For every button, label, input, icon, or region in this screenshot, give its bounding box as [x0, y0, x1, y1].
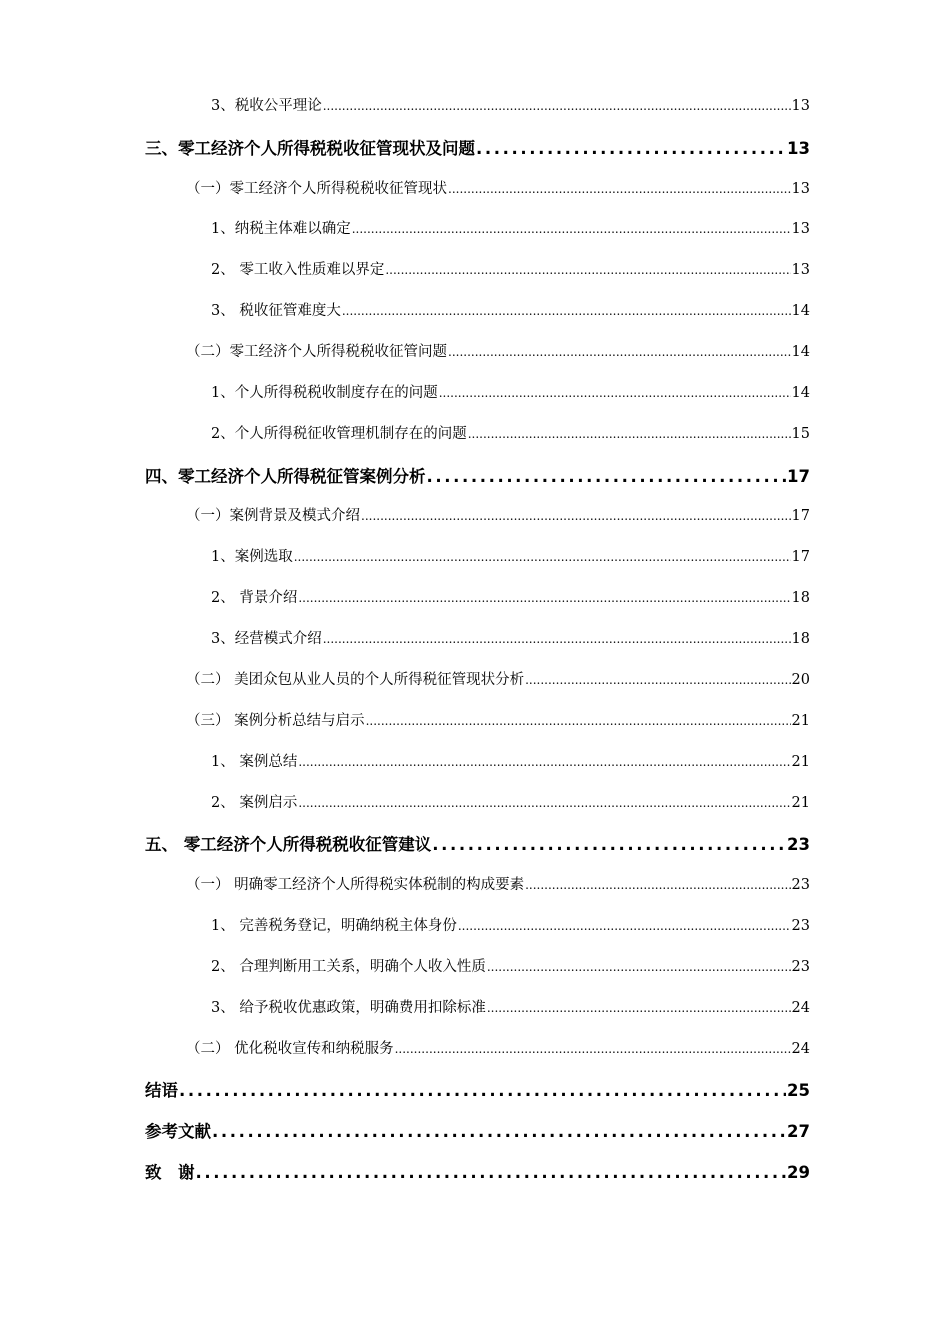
toc-entry-label: 1、纳税主体难以确定 [211, 221, 351, 237]
toc-entry[interactable] [211, 627, 810, 648]
toc-page-number: 29 [787, 1163, 810, 1182]
toc-page-number: 21 [791, 713, 810, 729]
toc-dot-leader [385, 263, 790, 277]
toc-entry-label: 1、 完善税务登记，明确纳税主体身份 [211, 918, 457, 934]
toc-page-number: 13 [791, 181, 810, 197]
toc-entry[interactable] [211, 381, 810, 402]
toc-entry-label: 参考文献 [145, 1122, 211, 1141]
toc-dot-leader [448, 345, 791, 359]
toc-page-number: 18 [791, 631, 810, 647]
toc-entry-label: 3、经营模式介绍 [211, 631, 322, 647]
toc-dot-leader [294, 550, 791, 564]
toc-entry[interactable] [211, 422, 810, 443]
toc-page-number: 15 [791, 426, 810, 442]
toc-entry[interactable] [145, 1118, 810, 1142]
toc-dot-leader [525, 878, 790, 892]
toc-dot-leader [298, 591, 790, 605]
toc-page-number: 27 [787, 1122, 810, 1141]
toc-page-number: 23 [791, 959, 810, 975]
toc-entry-label: 2、 背景介绍 [211, 590, 298, 606]
toc-entry[interactable] [211, 914, 810, 935]
toc-entry-label: 1、案例选取 [211, 549, 293, 565]
toc-entry-label: 致 谢 [145, 1163, 195, 1182]
toc-entry-label: （二） 优化税收宣传和纳税服务 [186, 1041, 394, 1057]
toc-entry[interactable] [186, 873, 810, 894]
toc-dot-leader [298, 796, 790, 810]
toc-page-number: 14 [791, 303, 810, 319]
toc-entry[interactable] [186, 709, 810, 730]
toc-entry-label: 五、 零工经济个人所得税税收征管建议 [145, 835, 432, 854]
toc-entry-label: 1、 案例总结 [211, 754, 298, 770]
toc-page-number: 13 [791, 221, 810, 237]
toc-page-number: 24 [791, 1000, 810, 1016]
toc-dot-leader [323, 632, 791, 646]
toc-entry-label: （一）案例背景及模式介绍 [186, 508, 360, 524]
toc-page-number: 23 [791, 877, 810, 893]
toc-page-number: 13 [787, 139, 810, 158]
toc-entry[interactable] [211, 94, 810, 115]
toc-entry-label: （二） 美团众包从业人员的个人所得税征管现状分析 [186, 672, 525, 688]
toc-dot-leader [352, 222, 791, 236]
toc-entry[interactable] [145, 1077, 810, 1101]
toc-dot-leader [212, 1122, 786, 1141]
toc-entry-label: （一） 明确零工经济个人所得税实体税制的构成要素 [186, 877, 525, 893]
toc-page-number: 23 [787, 835, 810, 854]
toc-dot-leader [179, 1081, 786, 1100]
toc-entry-label: 2、 合理判断用工关系，明确个人收入性质 [211, 959, 486, 975]
toc-entry-label: 3、 给予税收优惠政策，明确费用扣除标准 [211, 1000, 486, 1016]
toc-entry[interactable] [186, 1037, 810, 1058]
toc-dot-leader [525, 673, 790, 687]
toc-entry[interactable] [145, 135, 810, 159]
toc-dot-leader [342, 304, 791, 318]
toc-entry-label: （一）零工经济个人所得税税收征管现状 [186, 181, 447, 197]
toc-dot-leader [395, 1042, 791, 1056]
toc-entry[interactable] [186, 504, 810, 525]
toc-entry[interactable] [211, 791, 810, 812]
toc-entry[interactable] [211, 217, 810, 238]
toc-page-number: 23 [791, 918, 810, 934]
toc-dot-leader [432, 835, 786, 854]
toc-dot-leader [487, 1001, 791, 1015]
toc-dot-leader [476, 139, 786, 158]
toc-entry[interactable] [211, 750, 810, 771]
toc-dot-leader [458, 919, 791, 933]
toc-page-number: 17 [787, 467, 810, 486]
toc-dot-leader [323, 99, 791, 113]
toc-entry[interactable] [211, 996, 810, 1017]
toc-page-number: 14 [791, 385, 810, 401]
toc-entry[interactable] [145, 1159, 810, 1183]
toc-entry-label: 三、零工经济个人所得税税收征管现状及问题 [145, 139, 475, 158]
toc-page-number: 13 [791, 262, 810, 278]
toc-entry-label: 2、个人所得税征收管理机制存在的问题 [211, 426, 467, 442]
toc-entry[interactable] [211, 955, 810, 976]
toc-dot-leader [366, 714, 791, 728]
toc-dot-leader [487, 960, 791, 974]
toc-dot-leader [427, 467, 787, 486]
toc-page-number: 21 [791, 754, 810, 770]
toc-entry-label: 结语 [145, 1081, 178, 1100]
toc-entry-label: （二）零工经济个人所得税税收征管问题 [186, 344, 447, 360]
toc-dot-leader [468, 427, 791, 441]
toc-page-number: 18 [791, 590, 810, 606]
toc-page-number: 14 [791, 344, 810, 360]
toc-entry[interactable] [211, 258, 810, 279]
toc-page-number: 24 [791, 1041, 810, 1057]
toc-dot-leader [448, 182, 791, 196]
toc-entry-label: （三） 案例分析总结与启示 [186, 713, 365, 729]
toc-entry[interactable] [186, 668, 810, 689]
toc-entry-label: 1、个人所得税税收制度存在的问题 [211, 385, 438, 401]
toc-entry[interactable] [211, 299, 810, 320]
toc-dot-leader [361, 509, 791, 523]
toc-dot-leader [298, 755, 790, 769]
toc-entry[interactable] [211, 545, 810, 566]
toc-page-number: 25 [787, 1081, 810, 1100]
toc-entry[interactable] [186, 177, 810, 198]
toc-dot-leader [439, 386, 791, 400]
toc-entry-label: 3、 税收征管难度大 [211, 303, 341, 319]
toc-dot-leader [196, 1163, 787, 1182]
toc-entry-label: 2、 案例启示 [211, 795, 298, 811]
toc-entry-label: 2、 零工收入性质难以界定 [211, 262, 385, 278]
toc-page-number: 20 [791, 672, 810, 688]
toc-entry[interactable] [145, 831, 810, 855]
toc-entry[interactable] [211, 586, 810, 607]
toc-page-number: 17 [791, 549, 810, 565]
toc-page-number: 17 [791, 508, 810, 524]
toc-entry-label: 四、零工经济个人所得税征管案例分析 [145, 467, 426, 486]
toc-entry[interactable] [186, 340, 810, 361]
toc-page-number: 13 [791, 98, 810, 114]
toc-entry-label: 3、税收公平理论 [211, 98, 322, 114]
toc-page-number: 21 [791, 795, 810, 811]
toc-entry[interactable] [145, 463, 810, 487]
